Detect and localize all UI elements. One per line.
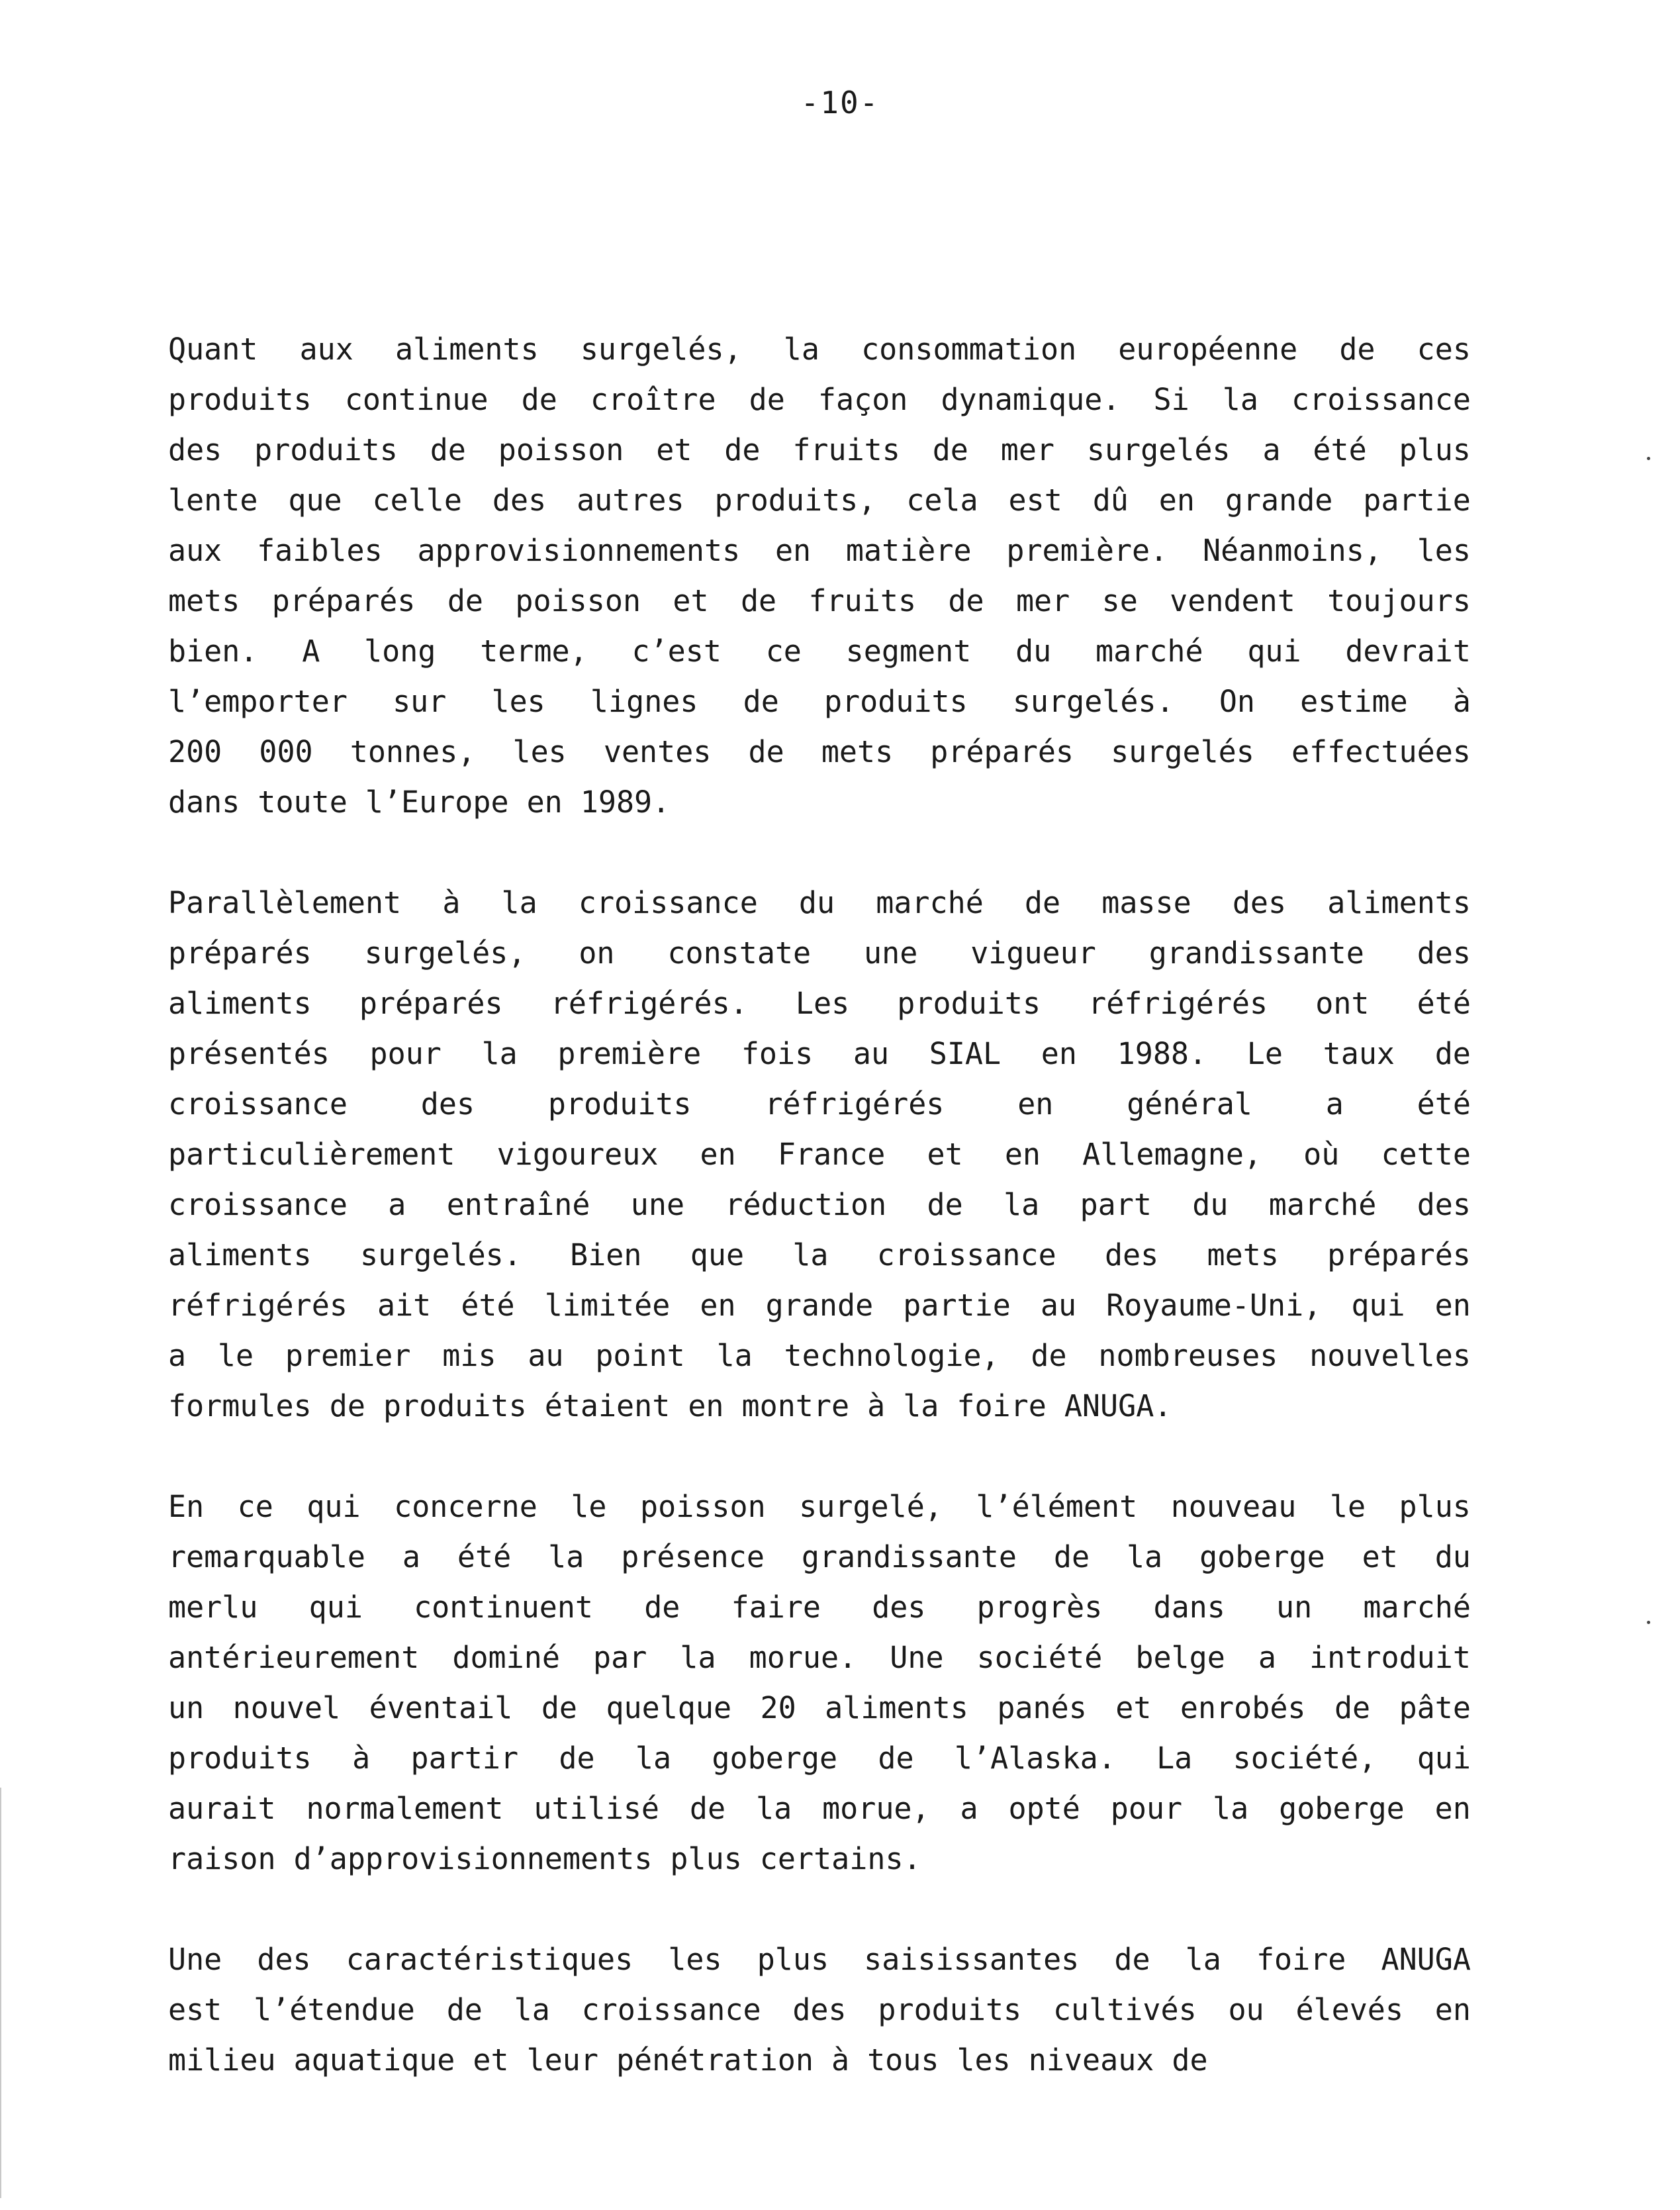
page-number: -10-: [800, 85, 880, 120]
text-line: réfrigérés ait été limitée en grande partie au Royaume-Uni, qui en: [168, 1288, 1471, 1323]
body-text: [168, 324, 1471, 2136]
paragraph: [168, 878, 1471, 1431]
scan-edge-mark: [0, 1788, 1, 2198]
text-line: aurait normalement utilisé de la morue, a opté pour la goberge en: [168, 1791, 1471, 1826]
text-line: merlu qui continuent de faire des progrès dans un marché: [168, 1590, 1471, 1625]
text-line: aliments surgelés. Bien que la croissance des mets préparés: [168, 1237, 1471, 1273]
text-line: aliments préparés réfrigérés. Les produits réfrigérés ont été: [168, 986, 1471, 1021]
text-line: formules de produits étaient en montre à la foire ANUGA.: [168, 1388, 1172, 1423]
scan-speck: [1647, 457, 1650, 460]
text-line: Quant aux aliments surgelés, la consommation européenne de ces: [168, 332, 1471, 367]
text-line: 200 000 tonnes, les ventes de mets préparés surgelés effectuées: [168, 734, 1471, 769]
text-line: est l’étendue de la croissance des produits cultivés ou élevés en: [168, 1992, 1471, 2027]
paragraph: [168, 1482, 1471, 1884]
text-line: préparés surgelés, on constate une vigueur grandissante des: [168, 936, 1471, 971]
text-line: mets préparés de poisson et de fruits de mer se vendent toujours: [168, 583, 1471, 618]
text-line: présentés pour la première fois au SIAL en 1988. Le taux de: [168, 1036, 1471, 1071]
text-line: Parallèlement à la croissance du marché de masse des aliments: [168, 885, 1471, 920]
text-line: remarquable a été la présence grandissante de la goberge et du: [168, 1539, 1471, 1574]
text-line: a le premier mis au point la technologie, de nombreuses nouvelles: [168, 1338, 1471, 1373]
text-line: produits à partir de la goberge de l’Alaska. La société, qui: [168, 1741, 1471, 1776]
scan-speck: [1647, 1621, 1650, 1624]
text-line: En ce qui concerne le poisson surgelé, l’élément nouveau le plus: [168, 1489, 1471, 1524]
text-line: bien. A long terme, c’est ce segment du marché qui devrait: [168, 634, 1471, 669]
text-line: l’emporter sur les lignes de produits surgelés. On estime à: [168, 684, 1471, 719]
paragraph: [168, 1935, 1471, 2086]
text-line: lente que celle des autres produits, cela est dû en grande partie: [168, 483, 1471, 518]
text-line: des produits de poisson et de fruits de mer surgelés a été plus: [168, 432, 1471, 467]
text-line: croissance a entraîné une réduction de la part du marché des: [168, 1187, 1471, 1222]
text-line: dans toute l’Europe en 1989.: [168, 785, 671, 820]
text-line: particulièrement vigoureux en France et en Allemagne, où cette: [168, 1137, 1471, 1172]
text-line: milieu aquatique et leur pénétration à tous les niveaux de: [168, 2042, 1208, 2078]
text-line: croissance des produits réfrigérés en général a été: [168, 1086, 1471, 1122]
text-line: aux faibles approvisionnements en matière première. Néanmoins, les: [168, 533, 1471, 568]
paragraph: [168, 324, 1471, 828]
text-line: un nouvel éventail de quelque 20 aliments panés et enrobés de pâte: [168, 1690, 1471, 1725]
text-line: raison d’approvisionnements plus certains.: [168, 1841, 921, 1876]
text-line: Une des caractéristiques les plus saisissantes de la foire ANUGA: [168, 1942, 1471, 1977]
text-line: antérieurement dominé par la morue. Une société belge a introduit: [168, 1640, 1471, 1675]
text-line: produits continue de croître de façon dynamique. Si la croissance: [168, 382, 1471, 417]
